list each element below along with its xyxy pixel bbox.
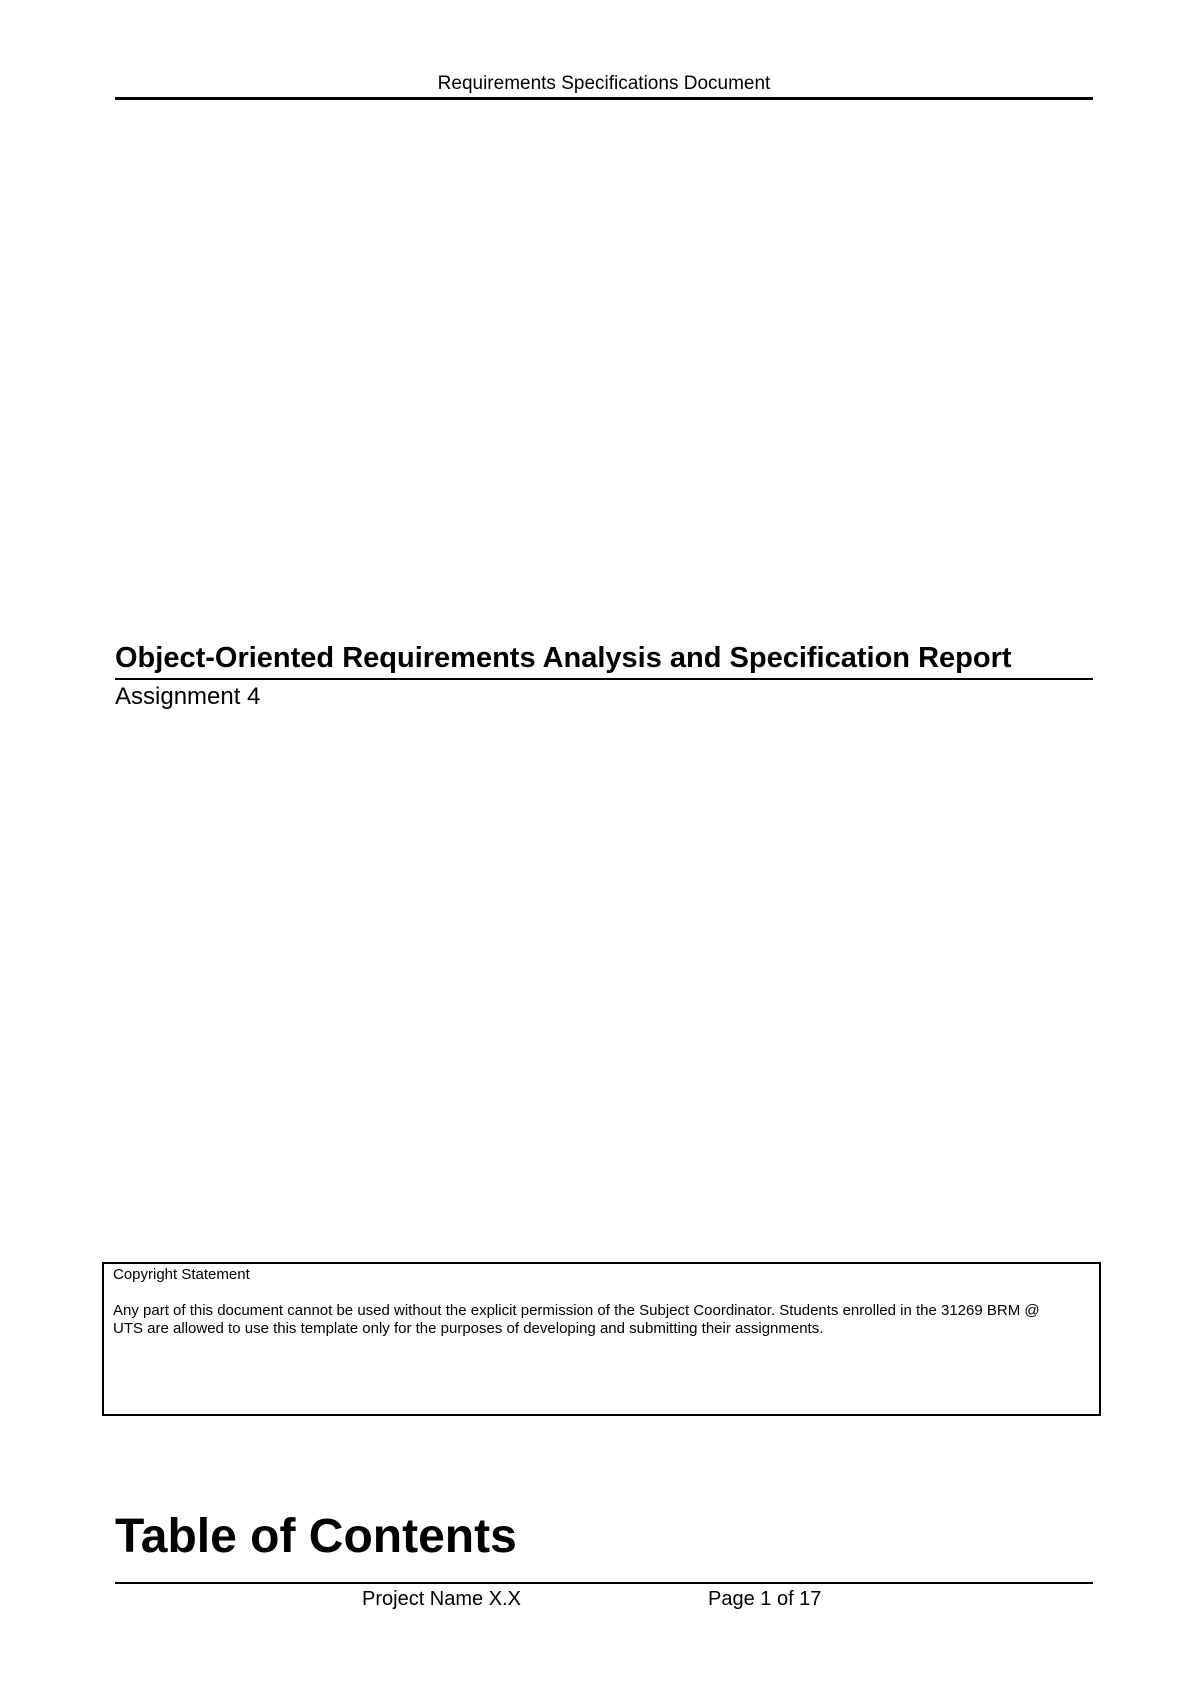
report-subtitle: Assignment 4 [115, 683, 261, 710]
title-divider [115, 678, 1093, 680]
report-title: Object-Oriented Requirements Analysis and Specification Report [115, 642, 1012, 674]
footer-page-number: Page 1 of 17 [708, 1588, 822, 1610]
page-header-title: Requirements Specifications Document [437, 73, 771, 94]
table-of-contents-heading: Table of Contents [115, 1510, 517, 1563]
footer-project-name: Project Name X.X [362, 1588, 521, 1610]
copyright-statement-box [102, 1262, 1101, 1416]
header-divider [115, 97, 1093, 100]
footer-divider [115, 1582, 1093, 1584]
copyright-heading: Copyright Statement [113, 1266, 250, 1283]
copyright-body: Any part of this document cannot be used without the explicit permission of the Subject Coordinator. Students enrolled in the 31269 BRM @ UTS are allowed to use this template only for the purposes of developing and submitting their assignments. [113, 1302, 1040, 1337]
